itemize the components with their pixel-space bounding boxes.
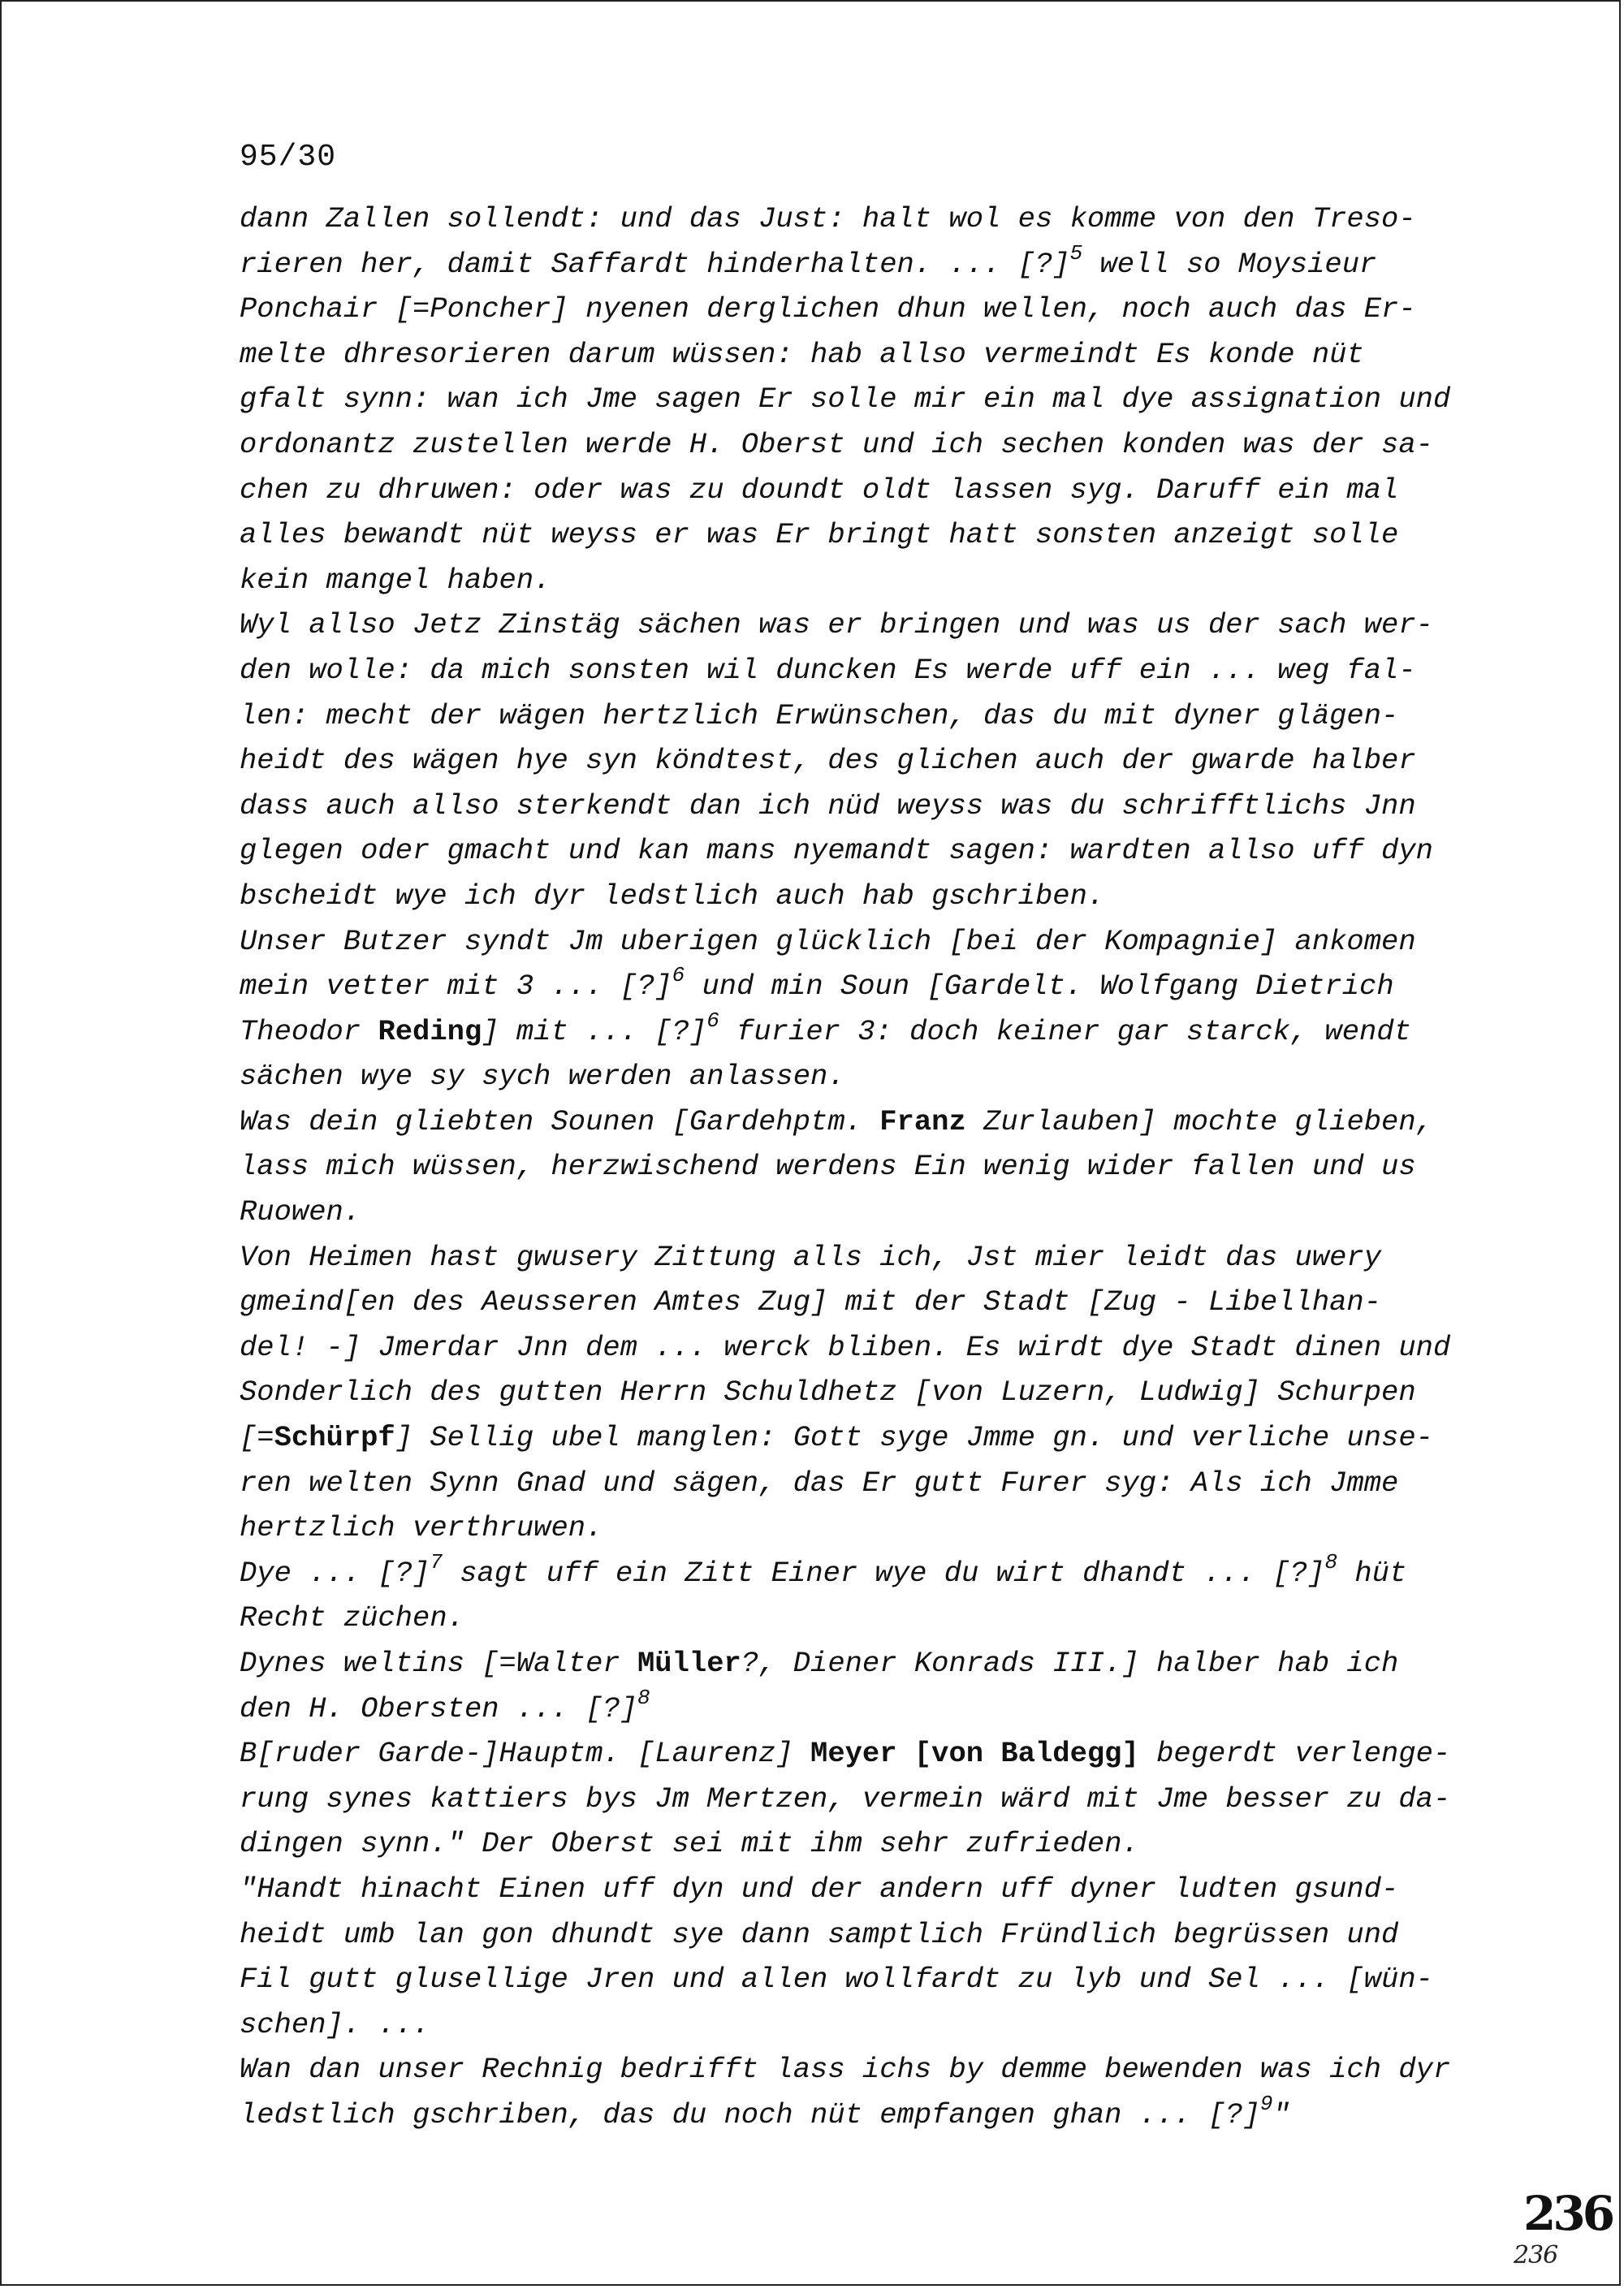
text-segment: del! -] Jmerdar Jnn dem ... werck bliben. Es wirdt dye Stadt dinen und: [240, 1330, 1451, 1364]
text-segment: hertzlich verthruwen.: [240, 1511, 603, 1545]
text-segment: Dye ... [?]: [240, 1556, 430, 1590]
text-line: [240, 828, 1506, 874]
text-segment: Ruowen.: [240, 1195, 361, 1229]
text-line: [240, 738, 1506, 784]
text-line: [240, 242, 1506, 287]
footnote-marker: 8: [1324, 1549, 1338, 1574]
text-segment: [=: [240, 1421, 274, 1455]
text-line: [240, 1009, 1506, 1055]
bold-name: Meyer [von Baldegg]: [810, 1737, 1139, 1771]
text-line: [240, 648, 1506, 693]
text-segment: Wyl allso Jetz Zinstäg sächen was er bringen und was us der sach wer-: [240, 608, 1433, 642]
text-segment: begerdt verlenge-: [1138, 1737, 1451, 1771]
text-segment: Sonderlich des gutten Herrn Schuldhetz [von Luzern, Ludwig] Schurpen: [240, 1376, 1416, 1410]
text-line: [240, 1280, 1506, 1325]
text-line: [240, 1551, 1506, 1596]
text-line: [240, 1370, 1506, 1415]
text-segment: sächen wye sy sych werden anlassen.: [240, 1060, 845, 1094]
text-segment: furier 3: doch keiner gar starck, wendt: [719, 1014, 1411, 1048]
text-line: [240, 1325, 1506, 1371]
text-line: [240, 1731, 1506, 1777]
text-segment: Zurlauben] mochte glieben,: [965, 1104, 1433, 1138]
text-segment: Theodor: [240, 1014, 378, 1048]
text-line: [240, 377, 1506, 422]
text-segment: ledstlich gschriben, das du noch nüt empfangen ghan ... [?]: [240, 2097, 1260, 2131]
text-line: [240, 1190, 1506, 1235]
bold-name: Reding: [378, 1014, 482, 1048]
text-segment: Handt hinacht Einen uff dyn und der andern uff dyner ludten gsund-: [257, 1872, 1399, 1906]
text-segment: kein mangel haben.: [240, 563, 551, 597]
text-line: [240, 2092, 1506, 2138]
text-segment: heidt umb lan gon dhundt sye dann samptlich Fründlich begrüssen und: [240, 1917, 1399, 1951]
footnote-marker: 9: [1259, 2091, 1273, 2116]
text-segment: len: mecht der wägen hertzlich Erwünschen, das du mit dyner glägen-: [240, 698, 1399, 732]
text-segment: dingen synn.: [240, 1827, 447, 1861]
text-line: [240, 1144, 1506, 1190]
text-line: [240, 874, 1506, 919]
text-segment: sagt uff ein Zitt Einer wye du wirt dhandt ... [?]: [442, 1556, 1325, 1590]
text-segment: lass mich wüssen, herzwischend werdens Ein wenig wider fallen und us: [240, 1150, 1416, 1184]
text-line: [240, 1415, 1506, 1461]
text-segment: ?, Diener Konrads III.] halber hab ich: [741, 1647, 1399, 1680]
text-segment: Wan dan unser Rechnig bedrifft lass ichs by demme bewenden was ich dyr: [240, 2053, 1451, 2087]
text-line: [240, 693, 1506, 739]
text-line: [240, 332, 1506, 378]
text-segment: well so Moysieur: [1082, 247, 1377, 281]
text-segment: glegen oder gmacht und kan mans nyemandt sagen: wardten allso uff dyn: [240, 834, 1433, 868]
footnote-marker: 6: [672, 963, 685, 988]
text-segment: und min Soun [Gardelt. Wolfgang Dietrich: [685, 970, 1394, 1004]
text-line: [240, 512, 1506, 558]
text-segment: den wolle: da mich sonsten wil duncken Es werde uff ein ... weg fal-: [240, 653, 1416, 687]
text-line: [240, 1054, 1506, 1099]
text-segment: ": [240, 1872, 257, 1906]
text-segment: ren welten Synn Gnad und sägen, das Er gutt Furer syg: Als ich Jmme: [240, 1466, 1399, 1500]
text-segment: Von Heimen hast gwusery Zittung alls ich, Jst mier leidt das uwery: [240, 1240, 1382, 1274]
text-segment: Was dein gliebten Sounen [Gardehptm.: [240, 1104, 880, 1138]
text-line: [240, 1596, 1506, 1641]
text-segment: ] mit ... [?]: [482, 1014, 707, 1048]
archive-page-number: 236: [1523, 2186, 1613, 2241]
text-segment: dass auch allso sterkendt dan ich nüd weyss was du schrifftlichs Jnn: [240, 788, 1416, 823]
text-segment: hüt: [1337, 1556, 1407, 1590]
text-segment: gfalt synn: wan ich Jme sagen Er solle mir ein mal dye assignation und: [240, 382, 1451, 417]
text-line: [240, 1505, 1506, 1551]
page-reference: 95/30: [240, 140, 337, 175]
text-segment: " Der Oberst sei mit ihm sehr zufrieden.: [447, 1827, 1139, 1861]
text-segment: ] Sellig ubel manglen: Gott syge Jmme gn. und verliche unse-: [395, 1421, 1433, 1455]
text-line: [240, 287, 1506, 332]
text-line: [240, 919, 1506, 965]
text-line: [240, 1687, 1506, 1732]
bold-name: Müller: [637, 1647, 741, 1680]
text-segment: heidt des wägen hye syn köndtest, des glichen auch der gwarde halber: [240, 744, 1416, 778]
text-line: [240, 1867, 1506, 1912]
footnote-marker: 5: [1069, 240, 1083, 266]
text-line: [240, 2047, 1506, 2092]
text-segment: Recht züchen.: [240, 1601, 464, 1635]
text-segment: bscheidt wye ich dyr ledstlich auch hab gschriben.: [240, 879, 1105, 913]
text-line: [240, 964, 1506, 1009]
text-line: [240, 1821, 1506, 1867]
bold-name: Franz: [879, 1104, 966, 1138]
text-line: [240, 602, 1506, 648]
text-line: [240, 468, 1506, 513]
footnote-marker: 8: [637, 1685, 650, 1710]
transcription-text: [240, 197, 1506, 2138]
text-line: [240, 1235, 1506, 1281]
text-segment: gmeind[en des Aeusseren Amtes Zug] mit der Stadt [Zug - Libellhan-: [240, 1285, 1382, 1319]
text-segment: dann Zallen sollendt: und das Just: halt wol es komme von den Treso-: [240, 202, 1416, 235]
text-segment: melte dhresorieren darum wüssen: hab allso vermeindt Es konde nüt: [240, 337, 1364, 371]
text-segment: Ponchair [=Poncher] nyenen derglichen dhun wellen, noch auch das Er-: [240, 292, 1416, 326]
text-line: [240, 1461, 1506, 1506]
text-line: [240, 1099, 1506, 1145]
text-segment: schen]. ...: [240, 2007, 430, 2041]
text-line: [240, 197, 1506, 242]
text-line: [240, 1912, 1506, 1958]
footnote-marker: 6: [706, 1008, 719, 1033]
archive-page-number-handwritten: 236: [1514, 2241, 1558, 2270]
text-line: [240, 1957, 1506, 2002]
text-segment: Fil gutt glusellige Jren und allen wollfardt zu lyb und Sel ... [wün-: [240, 1963, 1433, 1997]
text-line: [240, 1641, 1506, 1687]
text-line: [240, 2002, 1506, 2048]
text-segment: mein vetter mit 3 ... [?]: [240, 970, 672, 1004]
text-segment: Unser Butzer syndt Jm uberigen glücklich [bei der Kompagnie] ankomen: [240, 924, 1416, 958]
text-segment: rung synes kattiers bys Jm Mertzen, vermein wärd mit Jme besser zu da-: [240, 1782, 1451, 1816]
text-segment: ordonantz zustellen werde H. Oberst und ich sechen konden was der sa-: [240, 427, 1433, 461]
footnote-marker: 7: [430, 1549, 443, 1574]
text-segment: rieren her, damit Saffardt hinderhalten. ... [?]: [240, 247, 1070, 281]
text-line: [240, 1777, 1506, 1822]
text-line: [240, 784, 1506, 829]
text-segment: alles bewandt nüt weyss er was Er bringt hatt sonsten anzeigt solle: [240, 518, 1399, 552]
bold-name: Schürpf: [274, 1421, 395, 1455]
text-segment: B[ruder Garde-]Hauptm. [Laurenz]: [240, 1737, 811, 1771]
text-segment: chen zu dhruwen: oder was zu doundt oldt lassen syg. Daruff ein mal: [240, 473, 1399, 507]
text-line: [240, 558, 1506, 603]
text-segment: ": [1272, 2097, 1290, 2131]
text-segment: den H. Obersten ... [?]: [240, 1691, 637, 1725]
text-line: [240, 422, 1506, 468]
text-segment: Dynes weltins [=Walter: [240, 1647, 637, 1680]
